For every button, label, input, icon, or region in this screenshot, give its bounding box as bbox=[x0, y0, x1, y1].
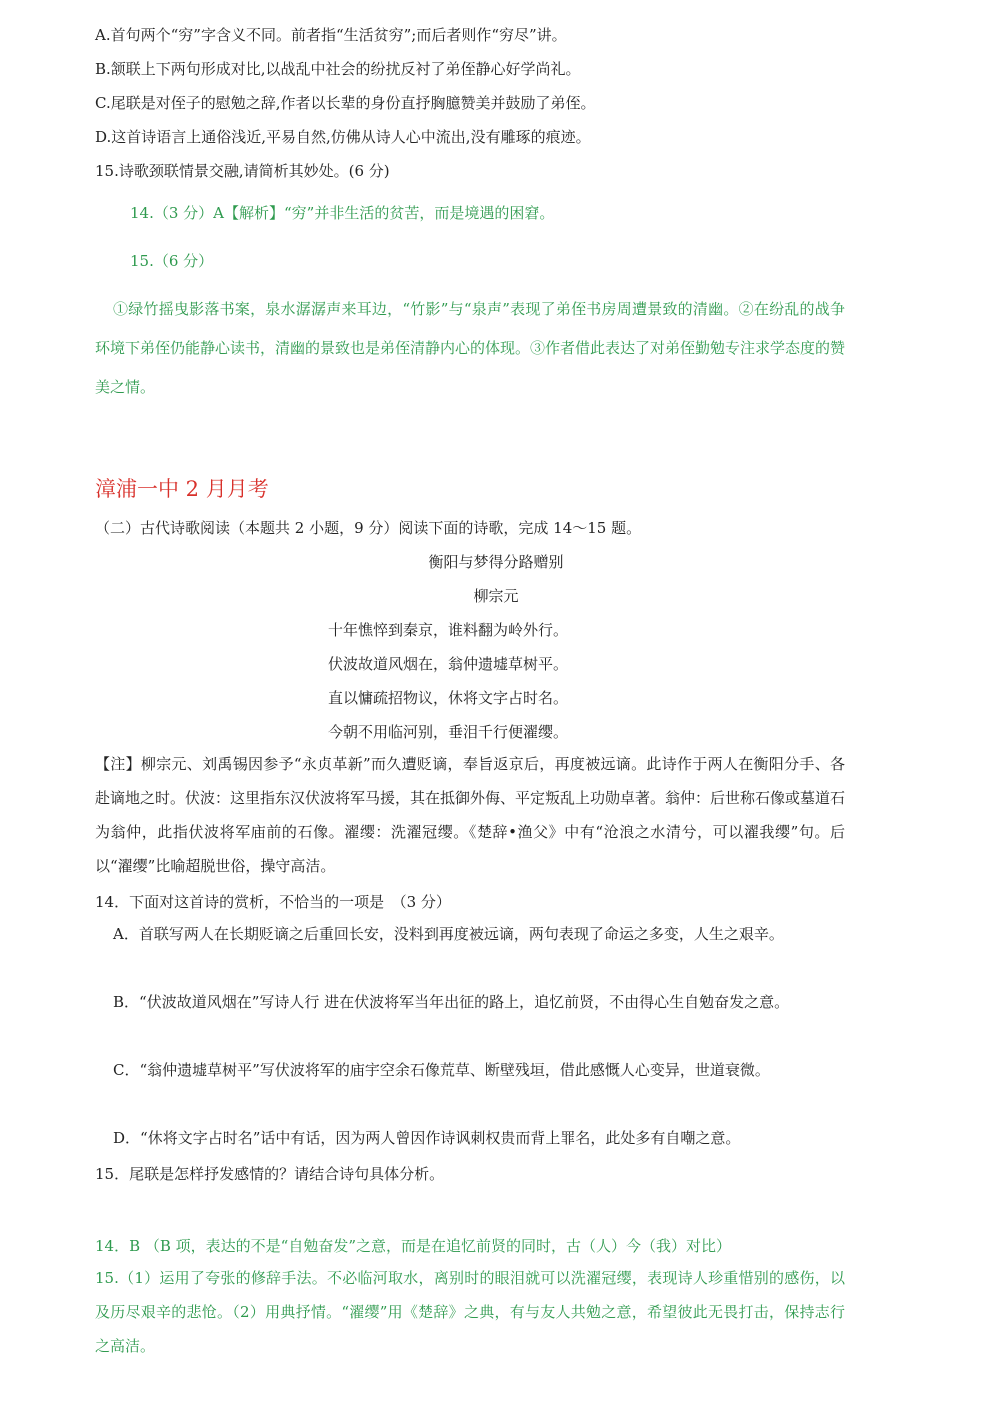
answer-14: 14.（3 分）A【解析】“穷”并非生活的贫苦，而是境遇的困窘。 bbox=[130, 204, 555, 222]
poem-line: 伏波故道风烟在，翁仲遗墟草树平。 bbox=[328, 655, 569, 673]
poem-note: 【注】柳宗元、刘禹锡因参予“永贞革新”而久遭贬谪，奉旨返京后，再度被远谪。此诗作于两人在衡阳分手、各赴谪地之时。伏波：这里指东汉伏波将军马援，其在抵御外侮、平定叛乱上功勋卓著。翁仲：后世称石像或墓道石为翁仲，此指伏波将军庙前的石像。濯缨：洗濯冠缨。《楚辞•渔父》中有“沧浪之水清兮，可以濯我缨”句。后以“濯缨”比喻超脱世俗，操守高洁。 bbox=[95, 755, 846, 875]
poem-line: 今朝不用临河别，垂泪千行便濯缨。 bbox=[328, 723, 569, 741]
answer-15-heading: 15.（6 分） bbox=[130, 252, 214, 270]
option-b: B．“伏波故道风烟在”写诗人行 进在伏波将军当年出征的路上，追忆前贤，不由得心生自勉奋发之意。 bbox=[113, 993, 790, 1011]
option-a: A．首联写两人在长期贬谪之后重回长安，没料到再度被远谪，两句表现了命运之多变，人生之艰辛。 bbox=[113, 925, 784, 943]
poem-line: 十年憔悴到秦京，谁料翻为岭外行。 bbox=[328, 621, 569, 639]
option-a: A.首句两个“穷”字含义不同。前者指“生活贫穷”;而后者则作“穷尽”讲。 bbox=[95, 26, 567, 44]
option-b: B.颔联上下两句形成对比,以战乱中社会的纷扰反衬了弟侄静心好学尚礼。 bbox=[95, 60, 581, 78]
poem-line: 直以慵疏招物议，休将文字占时名。 bbox=[328, 689, 569, 707]
question-15: 15.诗歌颈联情景交融,请简析其妙处。(6 分) bbox=[95, 162, 390, 180]
option-c: C．“翁仲遗墟草树平”写伏波将军的庙宇空余石像荒草、断壁残垣，借此感慨人心变异，世道衰微。 bbox=[113, 1061, 770, 1079]
answer-15-body: ①绿竹摇曳影落书案，泉水潺潺声来耳边，“竹影”与“泉声”表现了弟侄书房周遭景致的清幽。②在纷乱的战争环境下弟侄仍能静心读书，清幽的景致也是弟侄清静内心的体现。③作者借此表达了对弟侄勤勉专注求学态度的赞美之情。 bbox=[95, 300, 846, 396]
reading-intro: （二）古代诗歌阅读（本题共 2 小题，9 分）阅读下面的诗歌，完成 14～15 题。 bbox=[95, 519, 642, 537]
section-heading: 漳浦一中 2 月月考 bbox=[95, 477, 269, 501]
option-c: C.尾联是对侄子的慰勉之辞,作者以长辈的身份直抒胸臆赞美并鼓励了弟侄。 bbox=[95, 94, 596, 112]
poem-title: 衡阳与梦得分路赠别 bbox=[428, 553, 564, 571]
poem-author: 柳宗元 bbox=[473, 587, 519, 605]
answer-15: 15.（1）运用了夸张的修辞手法。不必临河取水，离别时的眼泪就可以洗濯冠缨，表现诗人珍重惜别的感伤，以及历尽艰辛的悲怆。（2）用典抒情。“濯缨”用《楚辞》之典，有与友人共勉之意，希望彼此无畏打击，保持志行之高洁。 bbox=[95, 1269, 845, 1355]
answer-14: 14．B （B 项，表达的不是“自勉奋发”之意，而是在追忆前贤的同时，古（人）今（我）对比） bbox=[95, 1237, 732, 1255]
option-d: D.这首诗语言上通俗浅近,平易自然,仿佛从诗人心中流出,没有雕琢的痕迹。 bbox=[95, 128, 591, 146]
question-14: 14．下面对这首诗的赏析，不恰当的一项是 （3 分） bbox=[95, 893, 451, 911]
option-d: D．“休将文字占时名”话中有话，因为两人曾因作诗讽刺权贵而背上罪名，此处多有自嘲之意。 bbox=[113, 1129, 741, 1147]
question-15: 15．尾联是怎样抒发感情的？请结合诗句具体分析。 bbox=[95, 1165, 445, 1183]
